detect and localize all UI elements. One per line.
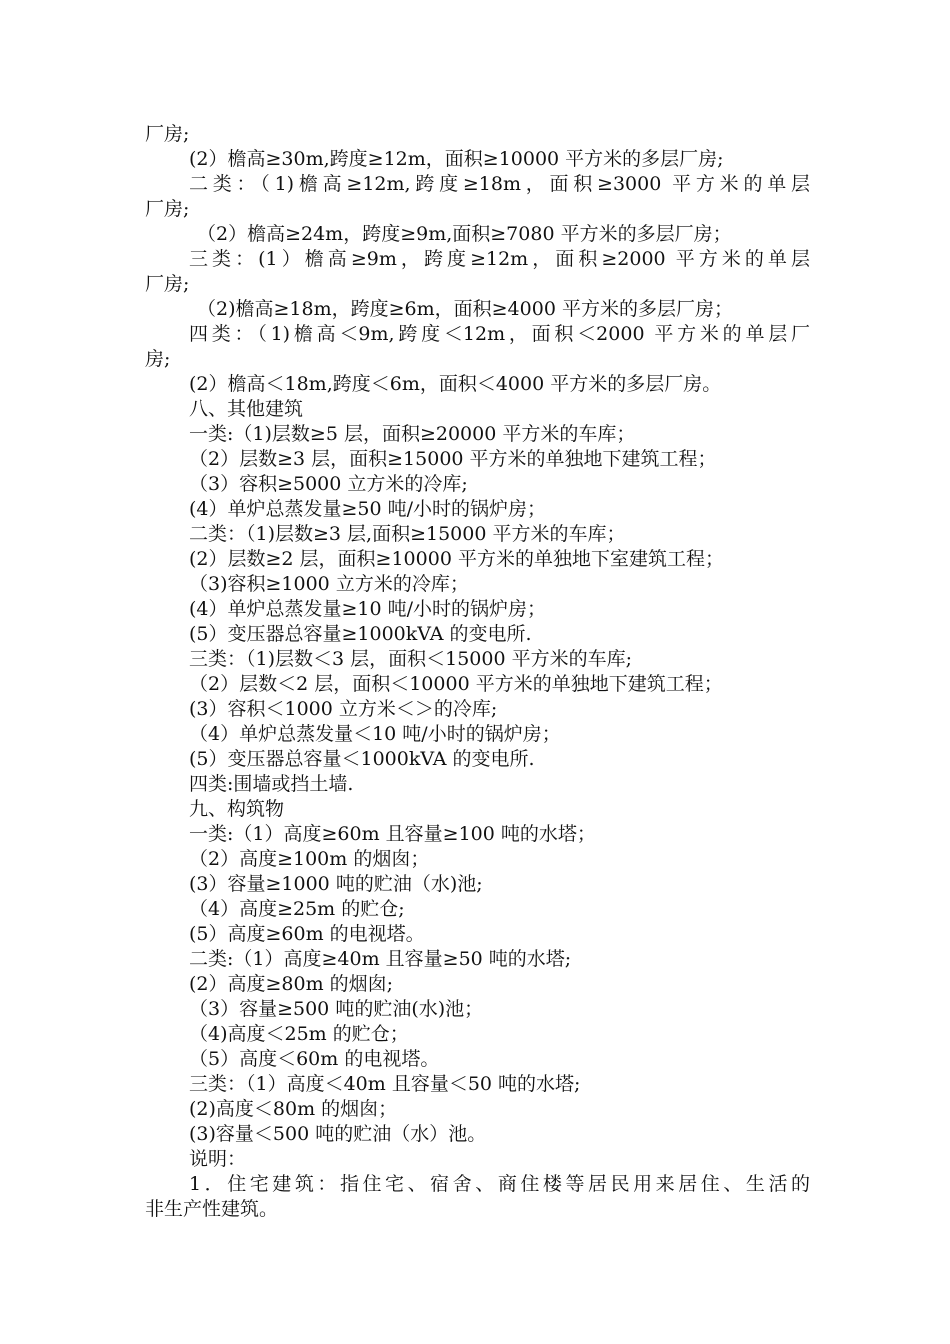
text-line: (5）高度≥60m 的电视塔。 [189,923,425,945]
text-line: (5）变压器总容量＜1000kVA 的变电所. [189,748,535,770]
document-body [145,122,810,1222]
text-line: 厂房; [145,198,190,220]
text-line: (2）檐高＜18m,跨度＜6m，面积＜4000 平方米的多层厂房。 [189,373,722,395]
text-line: （2)檐高≥18m，跨度≥6m，面积≥4000 平方米的多层厂房； [197,298,733,320]
text-line: (2)高度＜80m 的烟囱； [189,1098,398,1120]
text-line: 四类:围墙或挡土墙. [189,773,354,795]
text-line: 四类：（1)檐高＜9m,跨度＜12m，面积＜2000 平方米的单层厂 [189,323,810,345]
text-line: (3）容量≥1000 吨的贮油（水)池; [189,873,483,895]
text-line: (2）层数≥2 层，面积≥10000 平方米的单独地下室建筑工程； [189,548,724,570]
section-heading: 八、其他建筑 [189,398,304,420]
text-line: （3）容积≥5000 立方米的冷库; [189,473,468,495]
text-line: (2）檐高≥30m,跨度≥12m，面积≥10000 平方米的多层厂房; [189,148,724,170]
text-line: (4）单炉总蒸发量≥50 吨/小时的锅炉房； [189,498,547,520]
text-line: (5）变压器总容量≥1000kVA 的变电所. [189,623,532,645]
text-line: 三类：（1)层数＜3 层，面积＜15000 平方米的车库; [189,648,633,670]
text-line: （2）檐高≥24m，跨度≥9m,面积≥7080 平方米的多层厂房； [197,223,732,245]
text-line: （4）高度≥25m 的贮仓; [189,898,405,920]
section-heading: 九、构筑物 [189,798,285,820]
text-line: 1．住宅建筑：指住宅、宿舍、商住楼等居民用来居住、生活的 [189,1173,810,1195]
text-line: （2）层数≥3 层，面积≥15000 平方米的单独地下建筑工程； [189,448,717,470]
text-line: （4）单炉总蒸发量＜10 吨/小时的锅炉房； [189,723,561,745]
text-line: （4)高度＜25m 的贮仓； [189,1023,409,1045]
text-line: 一类:（1）高度≥60m 且容量≥100 吨的水塔； [189,823,596,845]
text-line: 厂房; [145,123,190,145]
text-line: (3）容积＜1000 立方米＜＞的冷库; [189,698,498,720]
text-line: (3)容量＜500 吨的贮油（水）池。 [189,1123,487,1145]
text-line: （3)容积≥1000 立方米的冷库； [189,573,469,595]
text-line: 三类：(1）檐高≥9m，跨度≥12m，面积≥2000 平方米的单层 [189,248,810,270]
text-line: （2）高度≥100m 的烟囱； [189,848,430,870]
text-line: 二类:（1）高度≥40m 且容量≥50 吨的水塔; [189,948,572,970]
text-line: 一类:（1)层数≥5 层，面积≥20000 平方米的车库； [189,423,636,445]
text-line: 三类：（1）高度＜40m 且容量＜50 吨的水塔; [189,1073,581,1095]
text-line: （2）层数＜2 层，面积＜10000 平方米的单独地下建筑工程； [189,673,723,695]
text-line: 二类：（1)层数≥3 层,面积≥15000 平方米的车库； [189,523,626,545]
text-line: (4）单炉总蒸发量≥10 吨/小时的锅炉房； [189,598,547,620]
text-line: 二类：（1)檐高≥12m,跨度≥18m，面积≥3000 平方米的单层 [189,173,810,195]
text-line: （3）容量≥500 吨的贮油(水)池； [189,998,484,1020]
text-line: 厂房; [145,273,190,295]
section-heading: 说明： [189,1148,247,1170]
text-line: （5）高度＜60m 的电视塔。 [189,1048,440,1070]
text-line: 房; [145,348,171,370]
text-line: (2）高度≥80m 的烟囱; [189,973,394,995]
text-line: 非生产性建筑。 [145,1198,279,1220]
